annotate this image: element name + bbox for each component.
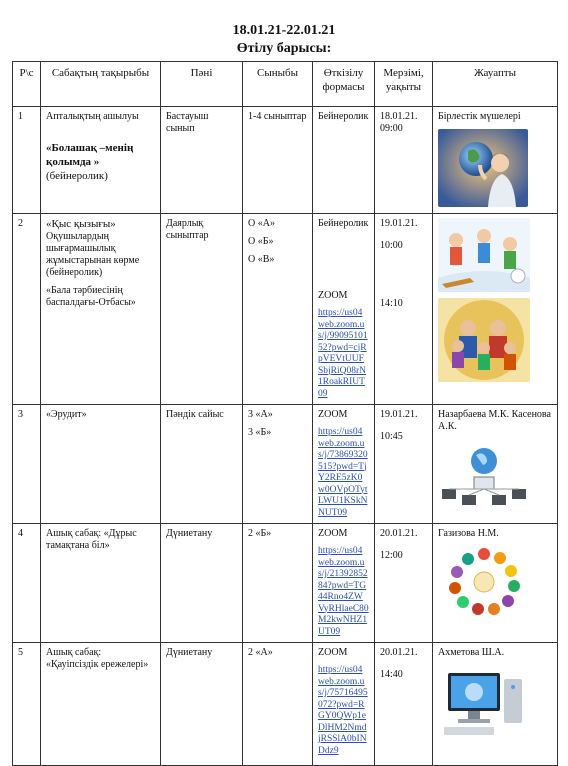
row-subject: Пәндік сайыс <box>161 405 243 524</box>
zoom-link[interactable]: https://us04web.zoom.us/j/75716495072?pwd=RGY0QWp1eDlHM2NmdjRSSlA0bINDdz9 <box>318 665 368 756</box>
winter-kids-image <box>438 218 530 292</box>
header-subtitle: Өтілу барысы: <box>236 41 332 56</box>
family-photo-image <box>438 298 530 382</box>
row-date <box>375 214 433 405</box>
row-grade: 1-4 сыныптар <box>243 107 313 214</box>
table-row <box>13 405 558 524</box>
row-num: 5 <box>13 643 41 766</box>
row-form: Бейнеролик <box>313 107 375 214</box>
table-row <box>13 214 558 405</box>
row-topic: Ашық сабақ: «Дұрыс тамақтана біл» <box>41 524 161 643</box>
food-wheel-image <box>438 546 530 616</box>
row-topic <box>41 214 161 405</box>
row-date <box>375 405 433 524</box>
time-text: 10:00 <box>380 240 403 251</box>
resp-text: Газизова Н.М. <box>438 528 499 539</box>
topic-bold: «Болашақ –менің қолымда » <box>46 142 134 168</box>
row-grade <box>243 214 313 405</box>
network-globe-image <box>438 439 530 509</box>
table-row <box>13 524 558 643</box>
topic-text: Апталықтың ашылуы <box>46 111 139 122</box>
row-date <box>375 107 433 214</box>
col-header-date: Мерзімі, уақыты <box>375 62 433 107</box>
time-text: 14:40 <box>380 669 403 680</box>
date-text: 20.01.21. <box>380 647 418 658</box>
col-header-subject: Пәні <box>161 62 243 107</box>
col-header-grade: Сыныбы <box>243 62 313 107</box>
computer-image <box>438 665 530 745</box>
row-topic <box>41 107 161 214</box>
row-date <box>375 524 433 643</box>
form-text: Бейнеролик <box>318 218 369 229</box>
row-date <box>375 643 433 766</box>
table-row <box>13 107 558 214</box>
boy-globe-image <box>438 129 528 207</box>
row-topic: Ашық сабақ: «Қауіпсіздік ережелері» <box>41 643 161 766</box>
row-resp <box>433 214 558 405</box>
row-subject: Дүниетану <box>161 643 243 766</box>
row-grade: 2 «Б» <box>243 524 313 643</box>
grade-1: 3 «А» <box>248 409 273 420</box>
row-subject: Даярлық сыныптар <box>161 214 243 405</box>
date-text: 19.01.21. <box>380 218 418 229</box>
topic-sub: Оқушылардың шығармашылық жұмыстарынан көрме (бейнеролик) <box>46 231 140 278</box>
row-form <box>313 643 375 766</box>
row-grade: 2 «А» <box>243 643 313 766</box>
grade-2: О «Б» <box>248 236 274 247</box>
row-resp <box>433 107 558 214</box>
table-row <box>13 643 558 766</box>
time-text-2: 14:10 <box>380 298 403 309</box>
row-resp <box>433 643 558 766</box>
row-form <box>313 214 375 405</box>
resp-text: Бірлестік мүшелері <box>438 111 521 122</box>
form-text-2: ZOOM <box>318 290 348 301</box>
col-header-form: Өткізілу формасы <box>313 62 375 107</box>
header-dates: 18.01.21-22.01.21 <box>232 23 336 38</box>
topic-text: «Қыс қызығы» <box>46 218 116 230</box>
date-text: 18.01.21. <box>380 111 418 122</box>
grade-2: 3 «Б» <box>248 427 272 438</box>
grade-1: О «А» <box>248 218 275 229</box>
row-subject: Бастауыш сынып <box>161 107 243 214</box>
row-resp <box>433 405 558 524</box>
col-header-topic: Сабақтың тақырыбы <box>41 62 161 107</box>
row-topic: «Эрудит» <box>41 405 161 524</box>
col-header-resp: Жауапты <box>433 62 558 107</box>
row-num: 4 <box>13 524 41 643</box>
row-form <box>313 524 375 643</box>
form-text: ZOOM <box>318 528 348 539</box>
time-text: 10:45 <box>380 431 403 442</box>
form-text: ZOOM <box>318 409 348 420</box>
date-text: 19.01.21. <box>380 409 418 420</box>
topic-sub: (бейнеролик) <box>46 170 108 182</box>
form-text: ZOOM <box>318 647 348 658</box>
zoom-link[interactable]: https://us04web.zoom.us/j/73869320515?pwd=TjY2RE5zK0w0OVpOTytLWU1KSkNNUT09 <box>318 427 368 518</box>
row-form <box>313 405 375 524</box>
resp-text: Назарбаева М.К. Касенова А.К. <box>438 409 551 432</box>
row-subject: Дүниетану <box>161 524 243 643</box>
time-text: 12:00 <box>380 550 403 561</box>
row-num: 1 <box>13 107 41 214</box>
row-num: 3 <box>13 405 41 524</box>
col-header-num: Р\с <box>13 62 41 107</box>
row-resp <box>433 524 558 643</box>
row-num: 2 <box>13 214 41 405</box>
row-grade <box>243 405 313 524</box>
time-text: 09:00 <box>380 123 403 134</box>
topic-sub2: «Бала тәрбиесінің баспалдағы-Отбасы» <box>46 285 136 308</box>
table-header-row <box>13 62 558 107</box>
date-text: 20.01.21. <box>380 528 418 539</box>
resp-text: Ахметова Ш.А. <box>438 647 505 658</box>
zoom-link[interactable]: https://us04web.zoom.us/j/2139285284?pwd=TG44Rno4ZWVyRHlaeC80M2kwNHZ1UT09 <box>318 546 369 637</box>
schedule-table <box>12 61 558 766</box>
zoom-link[interactable]: https://us04web.zoom.us/j/9909510152?pwd=cjRpVEVtUUFSbjRiQ08rN1RoakRIUT09 <box>318 308 368 399</box>
grade-3: О «В» <box>248 254 275 265</box>
